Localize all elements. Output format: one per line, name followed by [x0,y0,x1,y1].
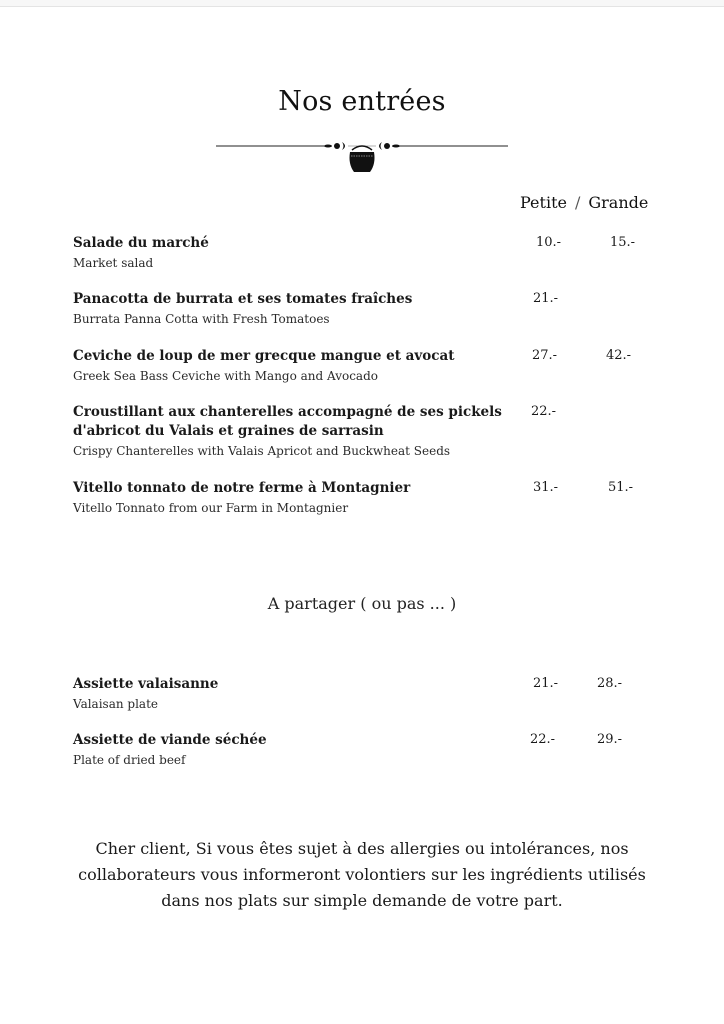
price-grande: 51.- [608,480,634,495]
menu-item [73,675,513,713]
menu-item [73,479,513,517]
page-title: Nos entrées [278,86,446,117]
allergy-note-line: dans nos plats sur simple demande de votre part. [161,891,563,910]
price-petite: 21.- [533,676,559,691]
price-petite: 10.- [536,235,562,250]
price-petite: 22.- [530,732,556,747]
column-header-petite: Petite [520,193,567,212]
item-name-en: Market salad [73,256,154,270]
item-name-fr: Salade du marché [73,235,209,251]
price-grande: 28.- [597,676,623,691]
price-column-headers [520,193,648,212]
price-grande: 29.- [597,732,623,747]
page-top-edge [0,0,724,7]
item-name-en: Plate of dried beef [73,753,186,767]
allergy-note [60,836,664,914]
price-petite: 27.- [532,348,558,363]
ornament-divider-icon [216,136,508,178]
column-header-grande: Grande [588,193,649,212]
menu-item [73,403,513,460]
item-name-fr: Assiette valaisanne [73,676,219,692]
menu-item [73,234,513,272]
item-name-en: Crispy Chanterelles with Valais Apricot and Buckwheat Seeds [73,444,451,458]
price-petite: 31.- [533,480,559,495]
section-title-sharing: A partager ( ou pas ... ) [267,594,457,613]
item-name-fr: Vitello tonnato de notre ferme à Montagnier [73,480,411,496]
menu-item [73,290,513,328]
allergy-note-line: collaborateurs vous informeront volontiers sur les ingrédients utilisés [78,865,646,884]
item-name-fr-line1: Croustillant aux chanterelles accompagné de ses pickels [73,404,502,420]
menu-item [73,731,513,769]
item-name-en: Burrata Panna Cotta with Fresh Tomatoes [73,312,330,326]
allergy-note-line: Cher client, Si vous êtes sujet à des allergies ou intolérances, nos [95,839,629,858]
item-name-en: Valaisan plate [73,697,159,711]
price-petite: 22.- [531,404,557,419]
price-grande: 42.- [606,348,632,363]
item-name-fr: Panacotta de burrata et ses tomates fraîches [73,291,413,307]
item-name-en: Vitello Tonnato from our Farm in Montagnier [73,501,349,515]
price-grande: 15.- [610,235,636,250]
item-name-fr: Assiette de viande séchée [73,732,267,748]
item-name-fr-line2: d'abricot du Valais et graines de sarrasin [73,423,384,439]
column-separator: / [574,193,581,212]
item-name-fr: Ceviche de loup de mer grecque mangue et avocat [73,348,455,364]
menu-item [73,347,513,385]
price-petite: 21.- [533,291,559,306]
item-name-en: Greek Sea Bass Ceviche with Mango and Avocado [73,369,378,383]
